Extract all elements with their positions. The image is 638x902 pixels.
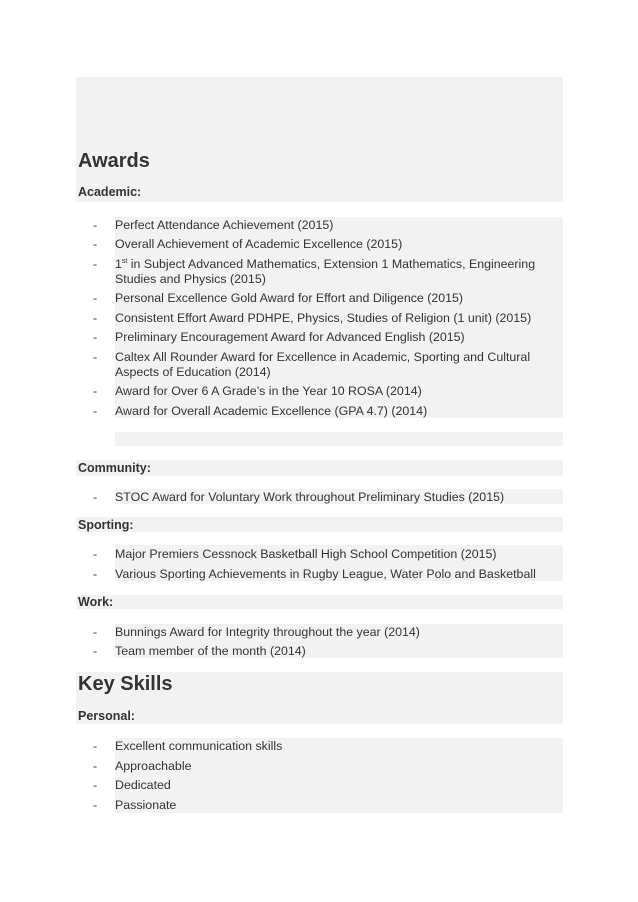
header-shade xyxy=(76,77,563,202)
list-item-text: STOC Award for Voluntary Work throughout Preliminary Studies (2015) xyxy=(115,490,505,504)
list-item-rest: in Subject Advanced Mathematics, Extension 1 Mathematics, Engineering Studies and Physics (2015) xyxy=(115,257,536,286)
bullet-dash: - xyxy=(93,778,98,792)
list-item-text: Caltex All Rounder Award for Excellence in Academic, Sporting and Cultural Aspects of Education (2014) xyxy=(115,350,531,379)
list-item-text: Passionate xyxy=(115,798,177,812)
list-item-text: Overall Achievement of Academic Excellence (2015) xyxy=(115,237,403,251)
list-item-text: Award for Over 6 A Grade’s in the Year 10 ROSA (2014) xyxy=(115,384,422,398)
list-item-text: Award for Overall Academic Excellence (GPA 4.7) (2014) xyxy=(115,404,428,418)
list-item-text: Perfect Attendance Achievement (2015) xyxy=(115,218,334,232)
bullet-dash: - xyxy=(93,490,98,504)
list-item-text: Approachable xyxy=(115,759,192,773)
ordinal-suffix: st xyxy=(121,257,128,265)
bullet-dash: - xyxy=(93,644,98,658)
ordinal-number: 1 xyxy=(115,257,122,271)
bullet-dash: - xyxy=(93,291,98,305)
bullet-dash: - xyxy=(93,547,98,561)
list-item-text: Personal Excellence Gold Award for Effort and Diligence (2015) xyxy=(115,291,464,305)
list-item-text: Consistent Effort Award PDHPE, Physics, Studies of Religion (1 unit) (2015) xyxy=(115,311,532,325)
spacer-shade xyxy=(115,432,563,446)
work-subheading: Work: xyxy=(78,595,114,609)
bullet-dash: - xyxy=(93,798,98,812)
bullet-dash: - xyxy=(93,625,98,639)
bullet-dash: - xyxy=(93,739,98,753)
community-subheading: Community: xyxy=(78,461,151,475)
academic-subheading: Academic: xyxy=(78,185,142,199)
key-skills-heading: Key Skills xyxy=(78,673,173,695)
bullet-dash: - xyxy=(93,330,98,344)
list-item-text: Various Sporting Achievements in Rugby League, Water Polo and Basketball xyxy=(115,567,536,581)
list-item-text: Bunnings Award for Integrity throughout the year (2014) xyxy=(115,625,420,639)
list-item-text: Major Premiers Cessnock Basketball High School Competition (2015) xyxy=(115,547,497,561)
bullet-dash: - xyxy=(93,404,98,418)
list-item-text: Team member of the month (2014) xyxy=(115,644,306,658)
bullet-dash: - xyxy=(93,237,98,251)
sporting-subheading: Sporting: xyxy=(78,518,134,532)
list-item-text xyxy=(115,257,561,287)
bullet-dash: - xyxy=(93,567,98,581)
awards-heading: Awards xyxy=(78,150,150,172)
list-item-text: Preliminary Encouragement Award for Advanced English (2015) xyxy=(115,330,465,344)
list-item-text: Dedicated xyxy=(115,778,171,792)
bullet-dash: - xyxy=(93,257,98,271)
bullet-dash: - xyxy=(93,218,98,232)
bullet-dash: - xyxy=(93,350,98,364)
bullet-dash: - xyxy=(93,384,98,398)
work-title-shade xyxy=(76,595,563,609)
sporting-title-shade xyxy=(76,517,563,532)
bullet-dash: - xyxy=(93,759,98,773)
list-item-text: Excellent communication skills xyxy=(115,739,283,753)
personal-subheading: Personal: xyxy=(78,709,135,723)
bullet-dash: - xyxy=(93,311,98,325)
